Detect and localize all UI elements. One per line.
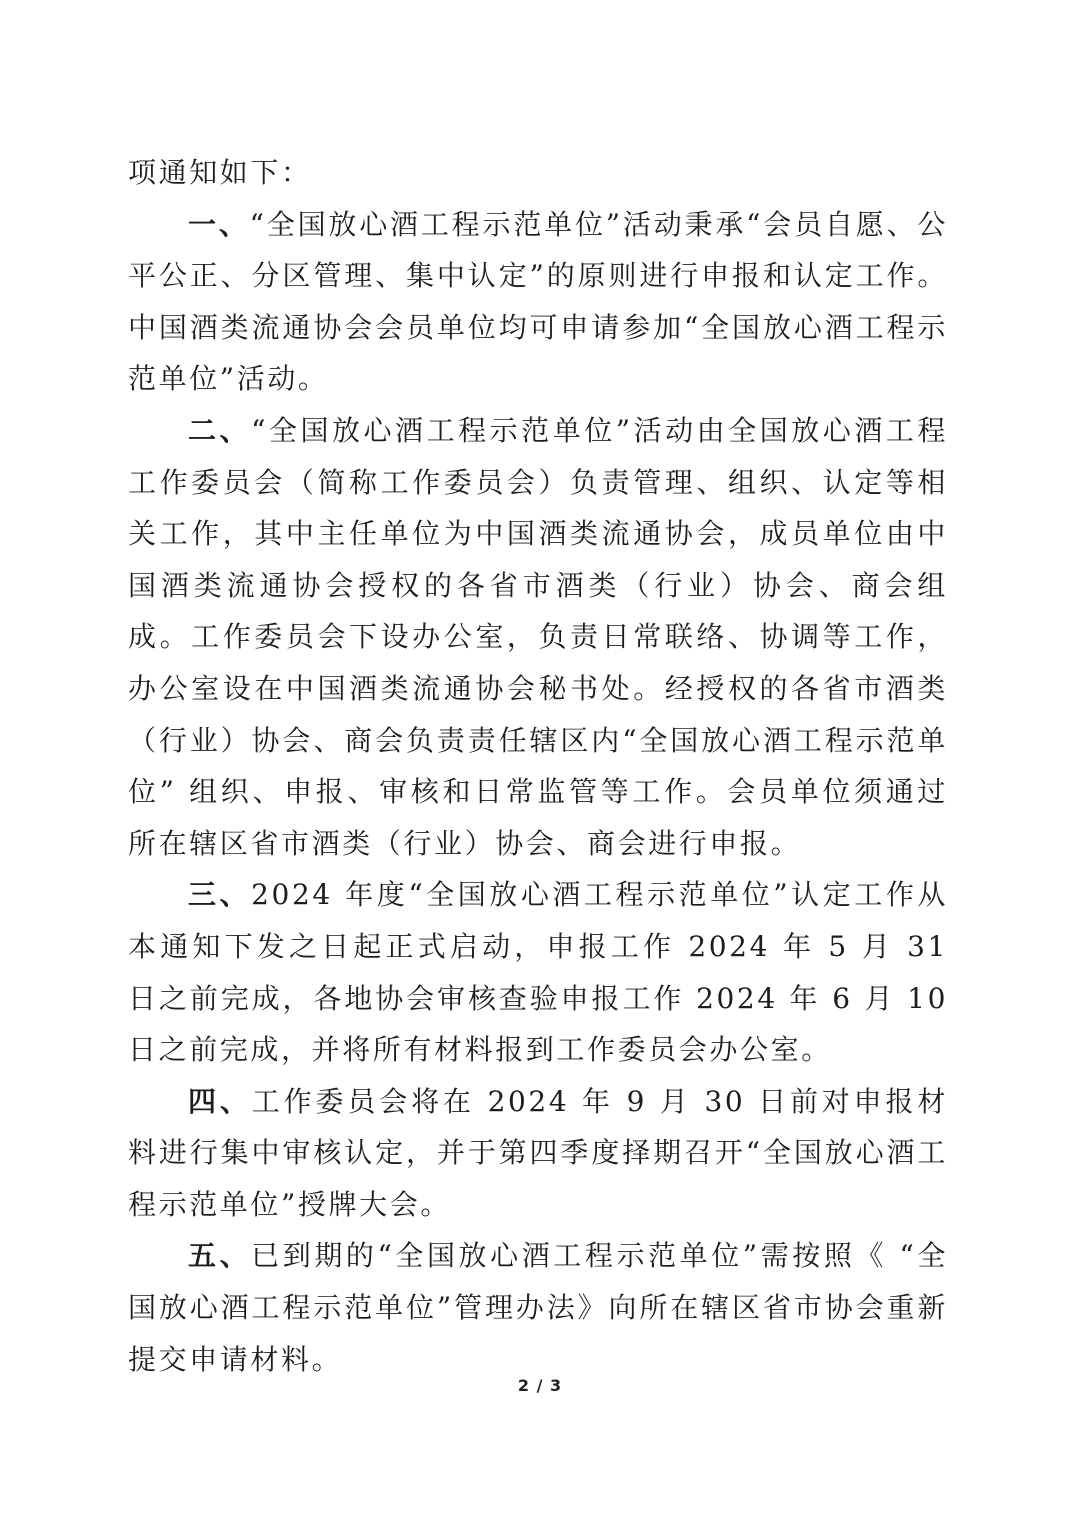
paragraph-2 (128, 405, 948, 869)
paragraph-4-text: 工作委员会将在 2024 年 9 月 30 日前对申报材料进行集中审核认定，并于第四季度择期召开“全国放心酒工程示范单位”授牌大会。 (128, 1084, 949, 1221)
paragraph-3-number: 三、 (188, 878, 252, 912)
document-body (128, 147, 948, 1385)
intro-line: 项通知如下： (128, 156, 312, 189)
paragraph-1 (128, 199, 948, 405)
paragraph-5-number: 五、 (188, 1239, 252, 1273)
paragraph-2-number: 二、 (188, 413, 252, 447)
paragraph-3 (128, 869, 948, 1075)
paragraph-5 (128, 1230, 948, 1385)
page-number: 2 / 3 (517, 1376, 563, 1395)
paragraph-3-text: 2024 年度“全国放心酒工程示范单位”认定工作从本通知下发之日起正式启动，申报工作 2024 年 5 月 31 日之前完成，各地协会审核查验申报工作 2024 年 6 月 10 日之前完成，并将所有材料报到工作委员会办公室。 (128, 878, 948, 1067)
paragraph-1-number: 一、 (188, 207, 250, 241)
paragraph-5-text: 已到期的“全国放心酒工程示范单位”需按照《 “全国放心酒工程示范单位”管理办法》向所在辖区省市协会重新提交申请材料。 (128, 1239, 949, 1376)
paragraph-4 (128, 1076, 948, 1231)
paragraph-2-text: “全国放心酒工程示范单位”活动由全国放心酒工程工作委员会（简称工作委员会）负责管理、组织、认定等相关工作，其中主任单位为中国酒类流通协会，成员单位由中国酒类流通协会授权的各省市酒类（行业）协会、商会组成。工作委员会下设办公室，负责日常联络、协调等工作，办公室设在中国酒类流通协会秘书处。经授权的各省市酒类（行业）协会、商会负责责任辖区内“全国放心酒工程示范单位” 组织、申报、审核和日常监管等工作。会员单位须通过所在辖区省市酒类（行业）协会、商会进行申报。 (128, 413, 949, 860)
paragraph-1-text: “全国放心酒工程示范单位”活动秉承“会员自愿、公平公正、分区管理、集中认定”的原则进行申报和认定工作。中国酒类流通协会会员单位均可申请参加“全国放心酒工程示范单位”活动。 (128, 207, 948, 396)
paragraph-4-number: 四、 (188, 1084, 252, 1118)
